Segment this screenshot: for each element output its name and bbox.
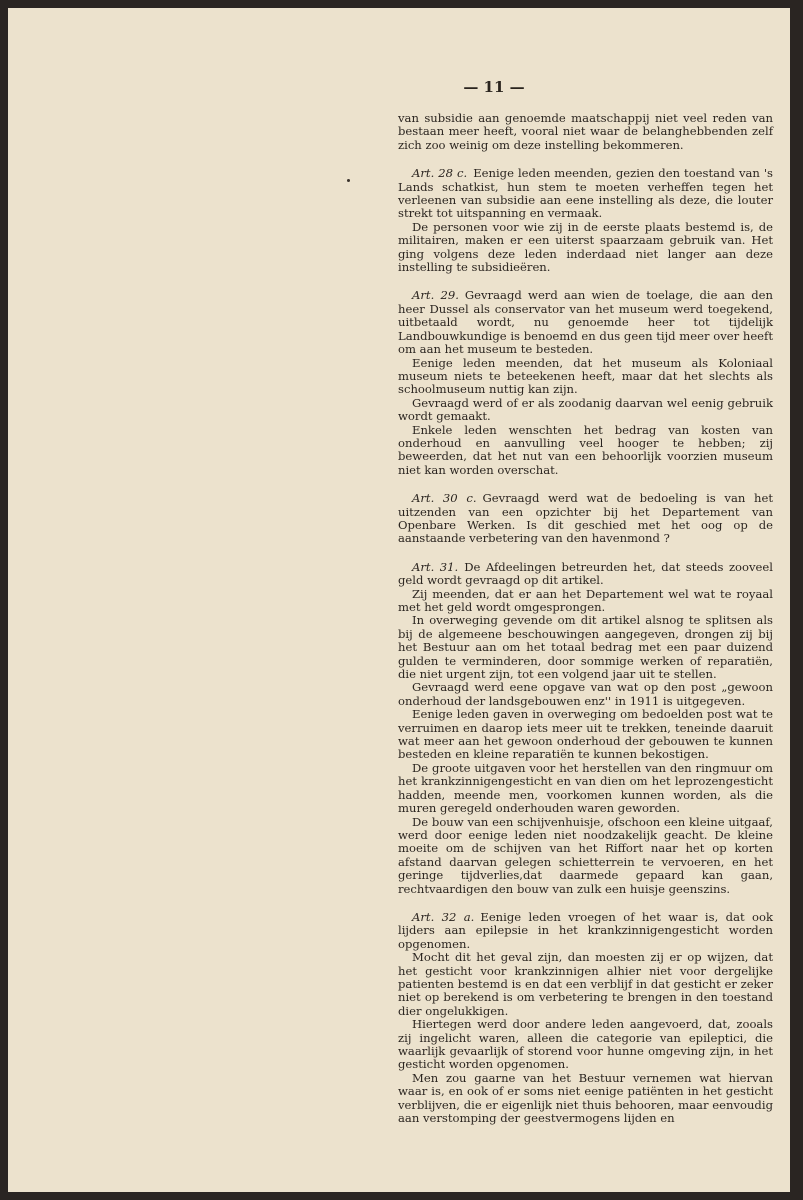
paragraph	[398, 289, 773, 356]
paragraph-text: Eenige leden gaven in overweging om bedoelden post wat te verruimen en daarop iets meer uit te trekken, teneinde daaruit wat meer aan het gewoon onderhoud der gebouwen te kunnen besteden en kleine reparatiën te kunnen bekostigen.	[398, 707, 773, 762]
paragraph-text: Gevraagd werd eene opgave van wat op den post „gewoon onderhoud der landsgebouwen enz'' in 1911 is uitgegeven.	[398, 680, 773, 708]
text-column	[398, 112, 773, 1125]
paragraph	[398, 951, 773, 1018]
article-label: Art. 30 c.	[412, 491, 477, 506]
paragraph	[398, 708, 773, 762]
paragraph	[398, 681, 773, 708]
page-number: — 11 —	[463, 78, 525, 96]
paragraph	[398, 221, 773, 275]
paragraph	[398, 112, 773, 152]
paragraph	[398, 762, 773, 816]
paragraph-text: De groote uitgaven voor het herstellen van den ringmuur om het krankzinnigengesticht en van dien om het leprozengesticht hadden, meende men, voorkomen kunnen worden, als die muren geregeld onderhouden waren geworden.	[398, 760, 773, 816]
paragraph-text: De personen voor wie zij in de eerste plaats bestemd is, de militairen, maken er een uiterst spaarzaam gebruik van. Het ging volgens deze leden inderdaad niet langer aan deze instelling te subsidieëren.	[398, 219, 773, 275]
paragraph	[398, 357, 773, 397]
paragraph	[398, 1072, 773, 1126]
paragraph-text: Gevraagd werd of er als zoodanig daarvan wel eenig gebruik wordt gemaakt.	[398, 395, 773, 424]
paragraph-text: Eenige leden vroegen of het waar is, dat ook lijders aan epilepsie in het krankzinnigengesticht worden opgenomen.	[398, 909, 773, 951]
paragraph-text: In overweging gevende om dit artikel alsnog te splitsen als bij de algemeene beschouwingen aangegeven, drongen zij bij het Bestuur aan om het totaal bedrag met een paar duizend gulden te verminderen, door sommige werken of reparatiën, die niet urgent zijn, tot een volgend jaar uit te stellen.	[398, 613, 773, 682]
paragraph-text: Mocht dit het geval zijn, dan moesten zij er op wijzen, dat het gesticht voor krankzinnigen alhier niet voor dergelijke patienten bestemd is en dat een verblijf in dat gesticht er zeker niet op berekend is om verbetering te brengen in den toestand dier ongelukkigen.	[398, 950, 773, 1018]
document-page	[8, 8, 790, 1192]
article-label: Art. 31.	[412, 559, 459, 574]
paragraph-text: Men zou gaarne van het Bestuur vernemen wat hiervan waar is, en ook of er soms niet eenige patiënten in het gesticht verblijven, die er eigenlijk niet thuis behooren, maar eenvoudig aan verstomping der geestvermogens lijden en	[398, 1070, 773, 1126]
article-label: Art. 28 c.	[412, 166, 468, 181]
paragraph	[398, 1018, 773, 1072]
paragraph	[398, 167, 773, 221]
paragraph	[398, 424, 773, 478]
paragraph-text: Gevraagd werd wat de bedoeling is van het uitzenden van een opzichter bij het Departement van Openbare Werken. Is dit geschied met het oog op de aanstaande verbetering van den havenmond ?	[398, 491, 774, 546]
paragraph-text: Hiertegen werd door andere leden aangevoerd, dat, zooals zij ingelicht waren, alleen die categorie van epileptici, die waarlijk gevaarlijk of storend voor hunne omgeving zijn, in het gesticht worden opgenomen.	[398, 1017, 773, 1072]
paragraph-text: Gevraagd werd aan wien de toelage, die aan den heer Dussel als conservator van het museum werd toegekend, uitbetaald wordt, nu genoemde heer tot tijdelijk Landbouwkundige is benoemd en dus geen tijd meer over heeft om aan het museum te besteden.	[398, 288, 773, 357]
paragraph-text: Zij meenden, dat er aan het Departement wel wat te royaal met het geld wordt omgesprongen.	[398, 586, 773, 614]
paragraph	[398, 911, 773, 951]
paragraph	[398, 588, 773, 615]
paragraph-text: De Afdeelingen betreurden het, dat steeds zooveel geld wordt gevraagd op dit artikel.	[398, 559, 773, 588]
paragraph-text: De bouw van een schijvenhuisje, ofschoon een kleine uitgaaf, werd door eenige leden niet noodzakelijk geacht. De kleine moeite om de schijven van het Riffort naar het op korten afstand daarvan gelegen schietterrein te vervoeren, en het geringe tijdverlies,dat daarmede gepaard kan gaan, rechtvaardigen den bouw van zulk een huisje geenszins.	[398, 814, 773, 896]
article-label: Art. 29.	[412, 288, 459, 303]
ink-dot	[347, 179, 350, 182]
paragraph-text: van subsidie aan genoemde maatschappij niet veel reden van bestaan meer heeft, vooral niet waar de belanghebbenden zelf zich zoo weinig om deze instelling bekommeren.	[398, 111, 773, 152]
paragraph-text: Eenige leden meenden, dat het museum als Koloniaal museum niets te beteekenen heeft, maar dat het slechts als schoolmuseum nuttig kan zijn.	[398, 355, 773, 397]
paragraph	[398, 492, 773, 546]
paragraph-text: Enkele leden wenschten het bedrag van kosten van onderhoud en aanvulling veel hooger te hebben; zij beweerden, dat het nut van een behoorlijk voorzien museum niet kan worden overschat.	[398, 422, 773, 477]
paragraph	[398, 816, 773, 896]
article-label: Art. 32 a.	[412, 909, 475, 924]
paragraph	[398, 614, 773, 681]
paragraph	[398, 561, 773, 588]
paragraph-text: Eenige leden meenden, gezien den toestand van 's Lands schatkist, hun stem te moeten verheffen tegen het verleenen van subsidie aan eene instelling als deze, die louter strekt tot uitspanning en vermaak.	[398, 166, 774, 221]
paragraph	[398, 397, 773, 424]
